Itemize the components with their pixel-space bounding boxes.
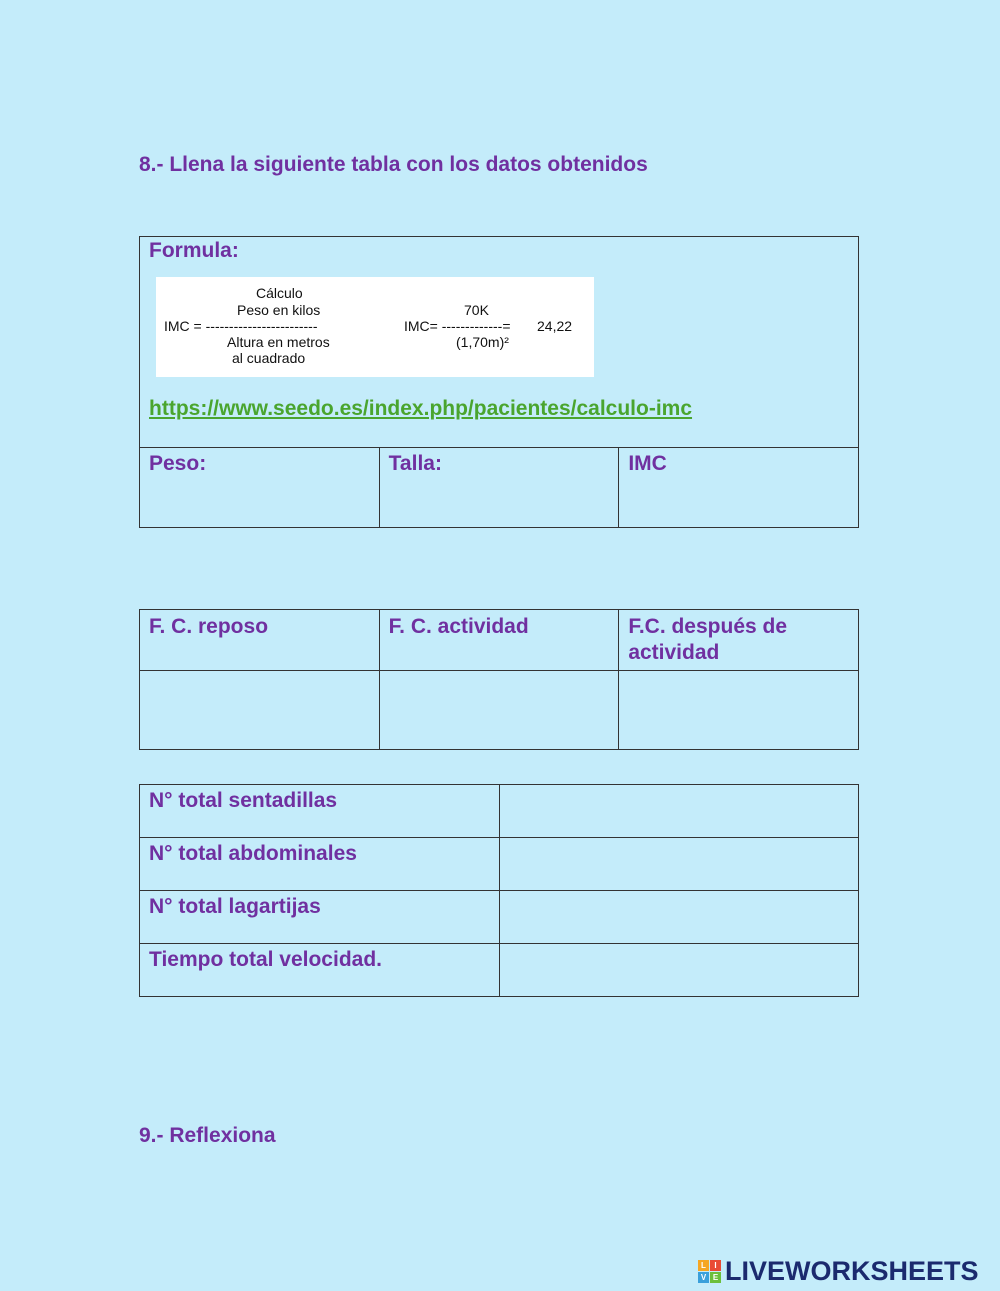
table-row xyxy=(140,891,859,944)
fc-reposo-input[interactable] xyxy=(140,671,380,750)
count-input[interactable] xyxy=(499,838,859,891)
count-input[interactable] xyxy=(499,891,859,944)
table-row xyxy=(140,944,859,997)
logo-text: LIVEWORKSHEETS xyxy=(725,1255,979,1286)
formula-numerator: Peso en kilos xyxy=(237,302,321,318)
logo-letter: V xyxy=(698,1272,709,1283)
example-denominator: (1,70m)² xyxy=(456,334,509,350)
peso-label: Peso: xyxy=(149,452,207,475)
talla-label: Talla: xyxy=(388,452,442,475)
section-8-title: 8.- Llena la siguiente tabla con los datos obtenidos xyxy=(139,153,648,176)
fc-actividad-input[interactable] xyxy=(379,671,619,750)
example-numerator: 70K xyxy=(464,302,489,318)
imc-label: IMC xyxy=(628,452,667,475)
count-label: N° total sentadillas xyxy=(140,785,500,838)
count-label: N° total lagartijas xyxy=(140,891,500,944)
formula-denominator-2: al cuadrado xyxy=(232,350,306,366)
fc-reposo-header: F. C. reposo xyxy=(140,610,380,671)
liveworksheets-icon xyxy=(698,1260,721,1283)
logo-letter: E xyxy=(710,1272,721,1283)
formula-calc-title: Cálculo xyxy=(256,285,303,301)
imc-cell[interactable] xyxy=(619,448,859,528)
table-row xyxy=(140,785,859,838)
liveworksheets-logo xyxy=(698,1256,979,1286)
formula-table xyxy=(139,236,859,528)
fc-actividad-header: F. C. actividad xyxy=(379,610,619,671)
formula-denominator-1: Altura en metros xyxy=(227,334,330,350)
count-label: Tiempo total velocidad. xyxy=(140,944,500,997)
formula-cell xyxy=(140,237,859,448)
count-input[interactable] xyxy=(499,944,859,997)
section-9-title: 9.- Reflexiona xyxy=(139,1124,276,1147)
imc-calculator-link[interactable]: https://www.seedo.es/index.php/pacientes/calculo-imc xyxy=(149,397,693,420)
heart-rate-table xyxy=(139,609,859,750)
example-result: 24,22 xyxy=(537,318,573,334)
talla-cell[interactable] xyxy=(379,448,619,528)
formula-lhs: IMC = ------------------------ xyxy=(164,318,318,334)
logo-letter: L xyxy=(698,1260,709,1271)
peso-cell[interactable] xyxy=(140,448,380,528)
count-label: N° total abdominales xyxy=(140,838,500,891)
example-lhs: IMC= -------------= xyxy=(404,318,511,334)
count-input[interactable] xyxy=(499,785,859,838)
fc-despues-input[interactable] xyxy=(619,671,859,750)
exercise-count-table xyxy=(139,784,859,997)
imc-formula-image xyxy=(156,277,594,377)
logo-letter: I xyxy=(710,1260,721,1271)
fc-despues-header: F.C. después de actividad xyxy=(619,610,859,671)
formula-label: Formula: xyxy=(149,239,239,262)
table-row xyxy=(140,838,859,891)
